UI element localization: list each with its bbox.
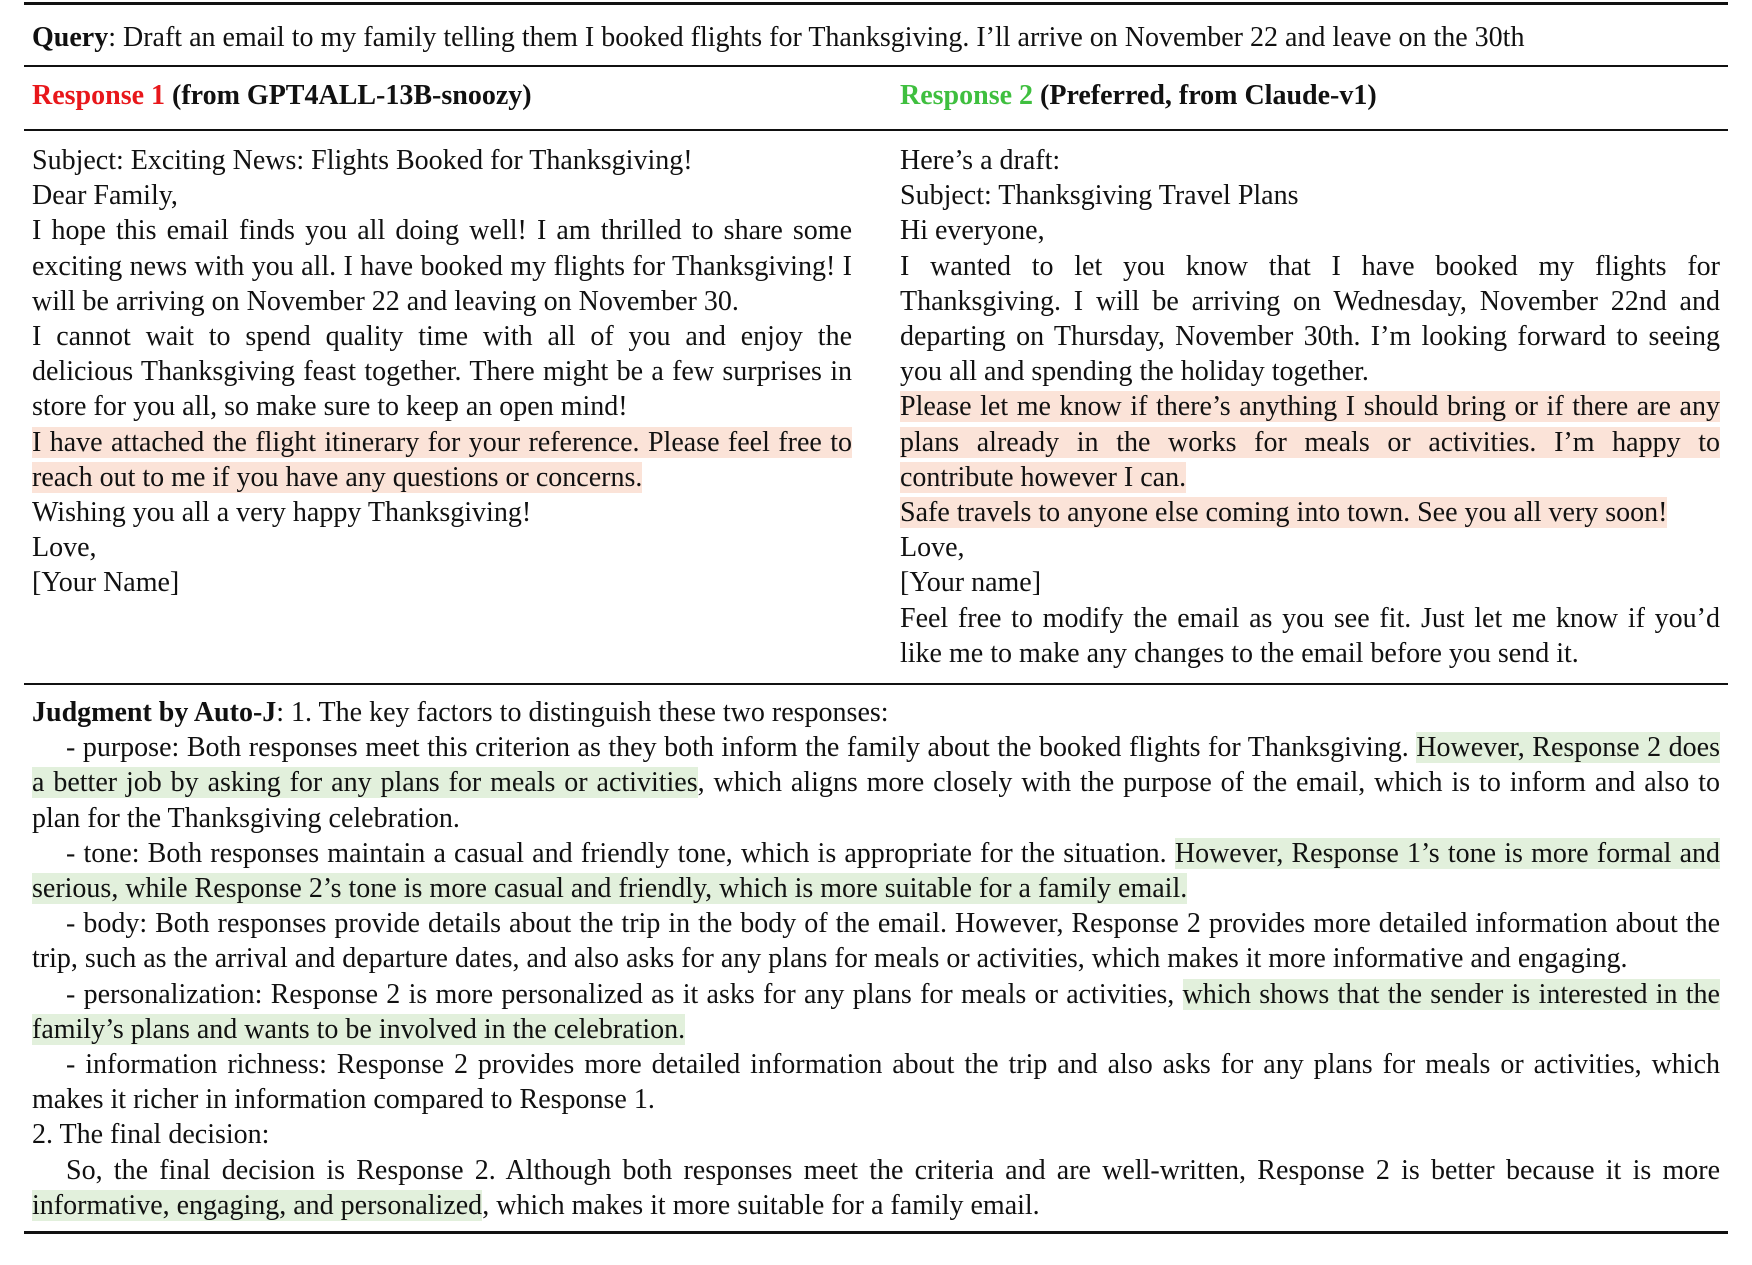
judgment-intro-text: : 1. The key factors to distinguish these two responses: <box>276 697 889 729</box>
r2-subject: Subject: Thanksgiving Travel Plans <box>900 180 1299 212</box>
final-highlight: informative, engaging, and personalized <box>32 1189 483 1221</box>
query-label: Query <box>32 22 109 53</box>
response1-source: (from GPT4ALL-13B-snoozy) <box>165 80 532 111</box>
response1-header <box>32 77 852 115</box>
final-rest: , which makes it more suitable for a family email. <box>482 1189 1040 1221</box>
factor-purpose <box>32 730 1720 836</box>
comparison-figure <box>0 2 1752 1265</box>
response2-source: (Preferred, from Claude-v1) <box>1033 80 1377 111</box>
purpose-highlight: However, Response 2 does a better job by asking for any plans for meals or activities <box>32 732 1720 799</box>
r2-para3-highlight: Safe travels to anyone else coming into town. See you all very soon! <box>900 497 1668 529</box>
r1-para3-highlight: I have attached the flight itinerary for your reference. Please feel free to reach out to me if you have any questions or concerns. <box>32 426 852 493</box>
response1-label: Response 1 <box>32 80 166 111</box>
tone-highlight: However, Response 1’s tone is more formal and serious, while Response 2’s tone is more casual and friendly, which is more suitable for a family email. <box>32 837 1720 905</box>
response1-text <box>32 143 874 671</box>
factor-richness <box>32 1047 1720 1117</box>
r2-greeting: Hi everyone, <box>900 215 1045 247</box>
query-text: : Draft an email to my family telling them I booked flights for Thanksgiving. I’ll arrive on November 22 and leave on the 30th <box>108 22 1525 53</box>
factor-tone <box>32 836 1720 906</box>
purpose-text: - purpose: Both responses meet this criterion as they both inform the family about the booked flights for Thanksgiving. <box>66 732 1417 764</box>
r2-para2-highlight: Please let me know if there’s anything I should bring or if there are any plans already in the works for meals or activities. I’m happy to contribute however I can. <box>900 391 1720 493</box>
r2-para2 <box>900 389 1720 495</box>
r1-para3 <box>32 425 852 495</box>
final-heading: 2. The final decision: <box>32 1119 270 1151</box>
judgment-section <box>24 685 1728 1231</box>
r1-para2: I cannot wait to spend quality time with all of you and enjoy the delicious Thanksgiving feast together. There might be a few surprises in store for you all, so make sure to keep an open mind! <box>32 321 852 423</box>
r2-para3 <box>900 495 1720 530</box>
query-row <box>24 5 1728 65</box>
r1-signoff: Love, <box>32 532 97 564</box>
final-text: So, the final decision is Response 2. Although both responses meet the criteria and are well-written, Response 2 is better because it is more <box>66 1154 1720 1186</box>
factor-personalization <box>32 977 1720 1047</box>
personalization-highlight: which shows that the sender is interested in the family’s plans and wants to be involved in the celebration. <box>32 978 1720 1045</box>
r2-closing: Feel free to modify the email as you see fit. Just let me know if you’d like me to make any changes to the email before you send it. <box>900 602 1720 669</box>
final-decision <box>32 1153 1720 1223</box>
bottom-rule <box>24 1231 1728 1234</box>
r1-wish: Wishing you all a very happy Thanksgiving! <box>32 497 532 529</box>
r1-subject: Subject: Exciting News: Flights Booked for Thanksgiving! <box>32 145 693 176</box>
tone-text: - tone: Both responses maintain a casual and friendly tone, which is appropriate for the situation. <box>66 837 1175 869</box>
judgment-intro <box>32 695 1720 730</box>
r2-para1: I wanted to let you know that I have booked my flights for Thanksgiving. I will be arriving on Wednesday, November 22nd and departing on Thursday, November 30th. I’m looking forward to seeing you all and spending the holiday together. <box>900 250 1720 388</box>
purpose-rest: , which aligns more closely with the purpose of the email, which is to inform and also to plan for the Thanksgiving celebration. <box>32 767 1720 834</box>
response-headers <box>24 67 1728 129</box>
r1-greeting: Dear Family, <box>32 180 178 212</box>
richness-text: - information richness: Response 2 provides more detailed information about the trip and also asks for any plans for meals or activities, which makes it richer in information compared to Response 1. <box>32 1049 1720 1116</box>
response2-label: Response 2 <box>900 80 1034 111</box>
r2-intro: Here’s a draft: <box>900 145 1061 176</box>
personalization-text: - personalization: Response 2 is more personalized as it asks for any plans for meals or activities, <box>66 978 1183 1010</box>
r2-name: [Your name] <box>900 567 1042 599</box>
judgment-label: Judgment by Auto-J <box>32 697 277 729</box>
r1-name: [Your Name] <box>32 567 180 599</box>
r1-para1: I hope this email finds you all doing well! I am thrilled to share some exciting news with you all. I have booked my flights for Thanksgiving! I will be arriving on November 22 and leaving on November 30. <box>32 215 852 317</box>
response2-header <box>852 77 1720 115</box>
responses-body <box>24 131 1728 683</box>
r2-signoff: Love, <box>900 532 965 564</box>
response2-text <box>874 143 1720 671</box>
factor-body <box>32 906 1720 976</box>
body-text: - body: Both responses provide details about the trip in the body of the email. However, Response 2 provides more detailed information about the trip, such as the arrival and departure dates, and also asks for any plans for meals or activities, which makes it more informative and engaging. <box>32 908 1720 975</box>
